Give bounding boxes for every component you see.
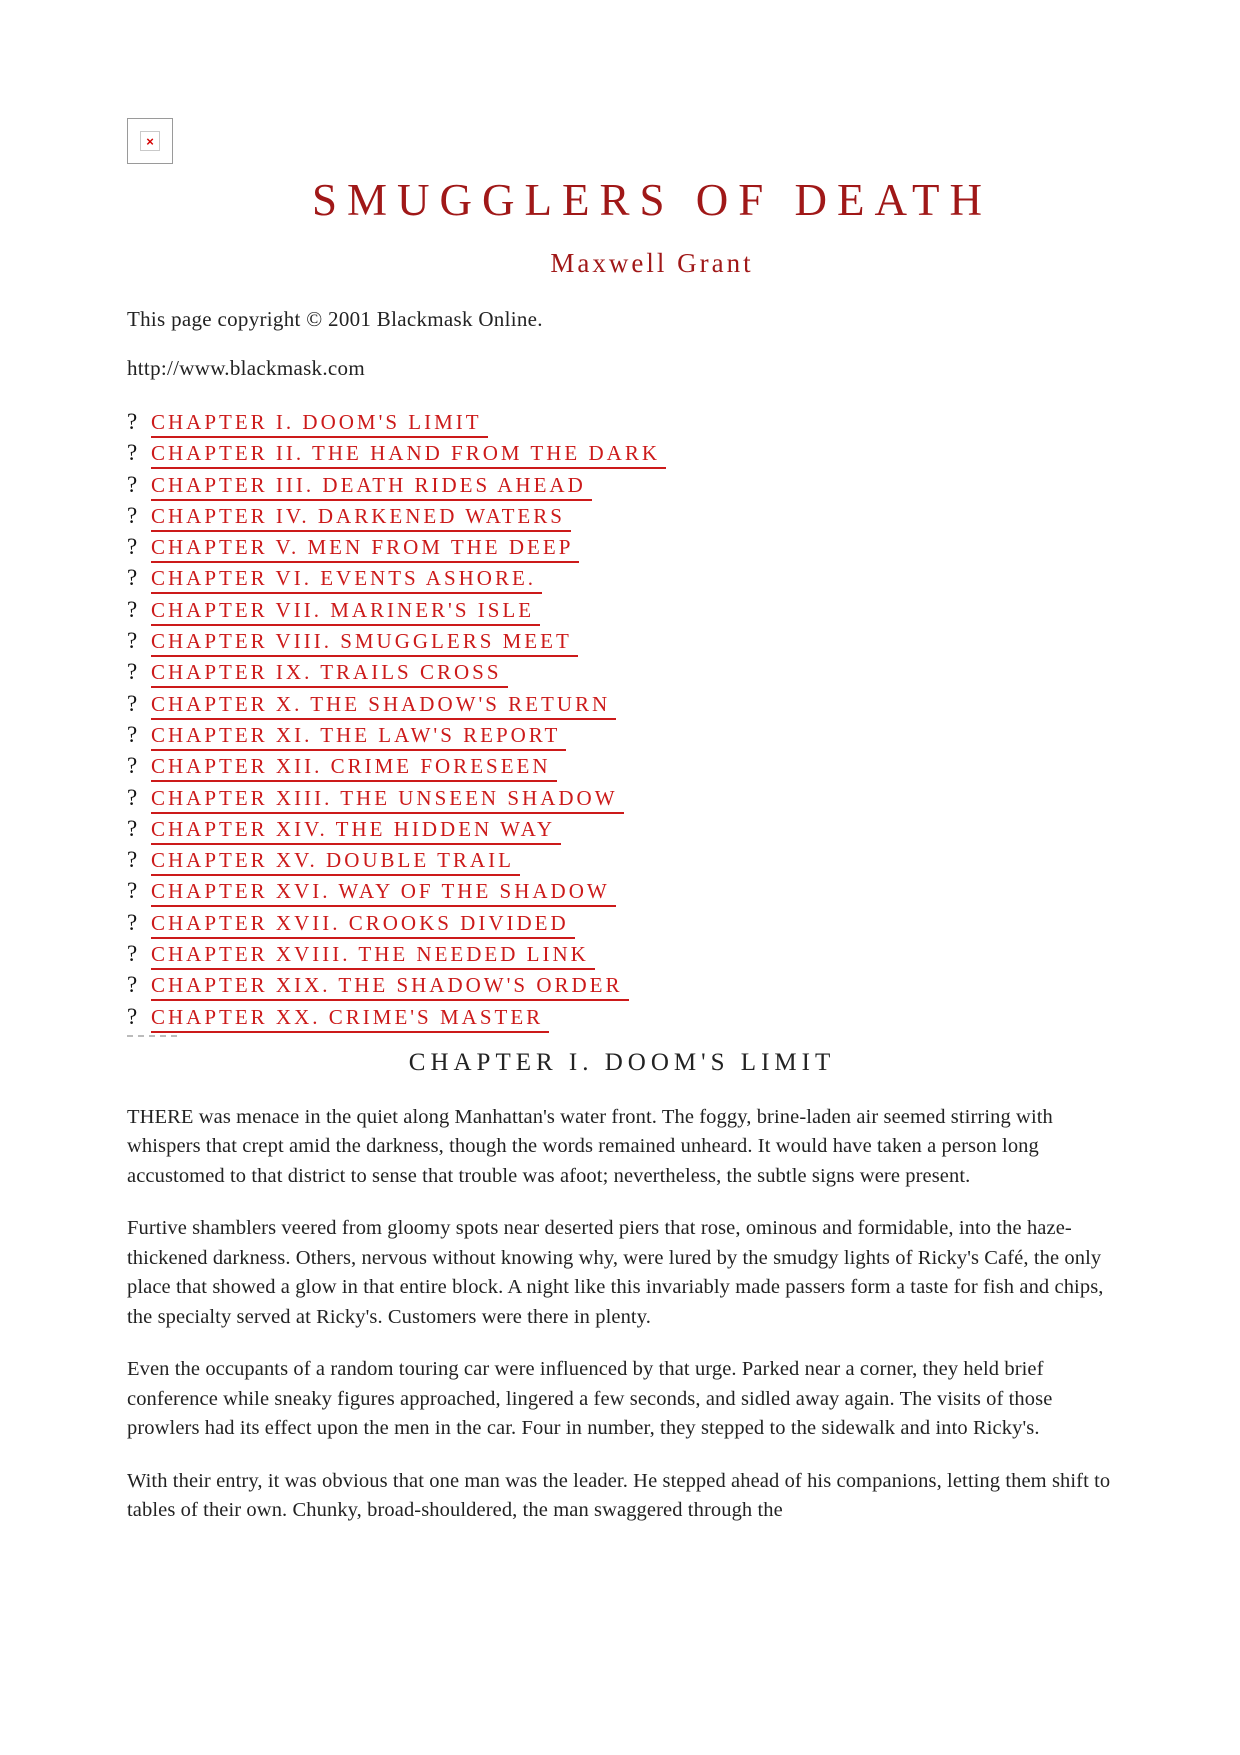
- toc-bullet: ?: [127, 440, 138, 466]
- toc-chapter-link[interactable]: CHAPTER XIX. THE SHADOW'S ORDER: [151, 972, 629, 1001]
- toc-chapter-link[interactable]: CHAPTER I. DOOM'S LIMIT: [151, 409, 488, 438]
- toc-chapter-link[interactable]: CHAPTER VIII. SMUGGLERS MEET: [151, 628, 578, 657]
- toc-item: [127, 440, 1117, 471]
- toc-chapter-link[interactable]: CHAPTER XI. THE LAW'S REPORT: [151, 722, 566, 751]
- toc-item: [127, 597, 1117, 628]
- body-paragraph: Even the occupants of a random touring car were influenced by that urge. Parked near a corner, they held brief conference while sneaky figures approached, lingered a few seconds, and sidled away again. The visits of those prowlers had its effect upon the men in the car. Four in number, they stepped to the sidewalk and into Ricky's.: [127, 1358, 1053, 1440]
- toc-item: [127, 1004, 1117, 1035]
- toc-bullet: ?: [127, 847, 138, 873]
- toc-bullet: ?: [127, 628, 138, 654]
- copyright-notice: This page copyright © 2001 Blackmask Online.: [127, 307, 543, 331]
- body-paragraph: Furtive shamblers veered from gloomy spots near deserted piers that rose, ominous and formidable, into the haze-thickened darkness. Others, nervous without knowing why, were lured by the smudgy lights of Ricky's Café, the only place that showed a glow in that entire block. A night like this invariably made passers form a taste for fish and chips, the specialty served at Ricky's. Customers were there in plenty.: [127, 1217, 1104, 1328]
- toc-bullet: ?: [127, 502, 138, 528]
- toc-chapter-link[interactable]: CHAPTER XII. CRIME FORESEEN: [151, 753, 557, 782]
- toc-item: [127, 722, 1117, 753]
- chapter-heading: CHAPTER I. DOOM'S LIMIT: [408, 1048, 836, 1076]
- toc-bullet: ?: [127, 815, 138, 841]
- toc-chapter-link[interactable]: CHAPTER V. MEN FROM THE DEEP: [151, 534, 579, 563]
- chapter-body: [127, 1103, 1117, 1526]
- toc-chapter-link[interactable]: CHAPTER XX. CRIME'S MASTER: [151, 1004, 549, 1033]
- toc-chapter-link[interactable]: CHAPTER XV. DOUBLE TRAIL: [151, 847, 520, 876]
- toc-item: [127, 753, 1117, 784]
- toc-bullet: ?: [127, 534, 138, 560]
- toc-bullet: ?: [127, 471, 138, 497]
- document-page: [127, 118, 1117, 1526]
- toc-chapter-link[interactable]: CHAPTER VI. EVENTS ASHORE.: [151, 565, 542, 594]
- toc-item: [127, 941, 1117, 972]
- toc-chapter-link[interactable]: CHAPTER XVII. CROOKS DIVIDED: [151, 910, 575, 939]
- book-title: SMUGGLERS OF DEATH: [311, 175, 993, 225]
- body-paragraph: THERE was menace in the quiet along Manhattan's water front. The foggy, brine-laden air seemed stirring with whispers that crept amid the darkness, though the words remained unheard. It would have taken a person long accustomed to that district to sense that trouble was afoot; nevertheless, the subtle signs were present.: [127, 1105, 1053, 1187]
- toc-bullet: ?: [127, 565, 138, 591]
- toc-item: [127, 910, 1117, 941]
- toc-bullet: ?: [127, 721, 138, 747]
- toc-chapter-link[interactable]: CHAPTER IX. TRAILS CROSS: [151, 659, 508, 688]
- toc-item: [127, 503, 1117, 534]
- toc-chapter-link[interactable]: CHAPTER VII. MARINER'S ISLE: [151, 597, 540, 626]
- toc-chapter-link[interactable]: CHAPTER II. THE HAND FROM THE DARK: [151, 440, 666, 469]
- toc-chapter-link[interactable]: CHAPTER XVI. WAY OF THE SHADOW: [151, 878, 616, 907]
- toc-chapter-link[interactable]: CHAPTER XIII. THE UNSEEN SHADOW: [151, 785, 624, 814]
- table-of-contents: [127, 409, 1117, 1035]
- toc-chapter-link[interactable]: CHAPTER X. THE SHADOW'S RETURN: [151, 691, 616, 720]
- toc-item: [127, 472, 1117, 503]
- toc-item: [127, 972, 1117, 1003]
- toc-bullet: ?: [127, 878, 138, 904]
- toc-chapter-link[interactable]: CHAPTER III. DEATH RIDES AHEAD: [151, 472, 592, 501]
- source-url: http://www.blackmask.com: [127, 356, 365, 380]
- toc-bullet: ?: [127, 784, 138, 810]
- toc-bullet: ?: [127, 1003, 138, 1029]
- toc-chapter-link[interactable]: CHAPTER XIV. THE HIDDEN WAY: [151, 816, 561, 845]
- toc-bullet: ?: [127, 909, 138, 935]
- toc-item: [127, 691, 1117, 722]
- toc-item: [127, 565, 1117, 596]
- toc-item: [127, 659, 1117, 690]
- toc-item: [127, 878, 1117, 909]
- toc-bullet: ?: [127, 596, 138, 622]
- toc-item: [127, 816, 1117, 847]
- toc-item: [127, 534, 1117, 565]
- toc-item: [127, 785, 1117, 816]
- toc-item: [127, 628, 1117, 659]
- toc-bullet: ?: [127, 941, 138, 967]
- clipped-image-edge: [127, 1035, 177, 1041]
- toc-bullet: ?: [127, 753, 138, 779]
- toc-chapter-link[interactable]: CHAPTER IV. DARKENED WATERS: [151, 503, 571, 532]
- book-author: Maxwell Grant: [550, 248, 754, 278]
- toc-item: [127, 409, 1117, 440]
- broken-image-icon: ×: [127, 118, 173, 164]
- body-paragraph: With their entry, it was obvious that one man was the leader. He stepped ahead of his companions, letting them shift to tables of their own. Chunky, broad-shouldered, the man swaggered through the: [127, 1469, 1111, 1522]
- toc-chapter-link[interactable]: CHAPTER XVIII. THE NEEDED LINK: [151, 941, 595, 970]
- toc-bullet: ?: [127, 409, 138, 434]
- toc-bullet: ?: [127, 690, 138, 716]
- toc-bullet: ?: [127, 659, 138, 685]
- toc-bullet: ?: [127, 972, 138, 998]
- toc-item: [127, 847, 1117, 878]
